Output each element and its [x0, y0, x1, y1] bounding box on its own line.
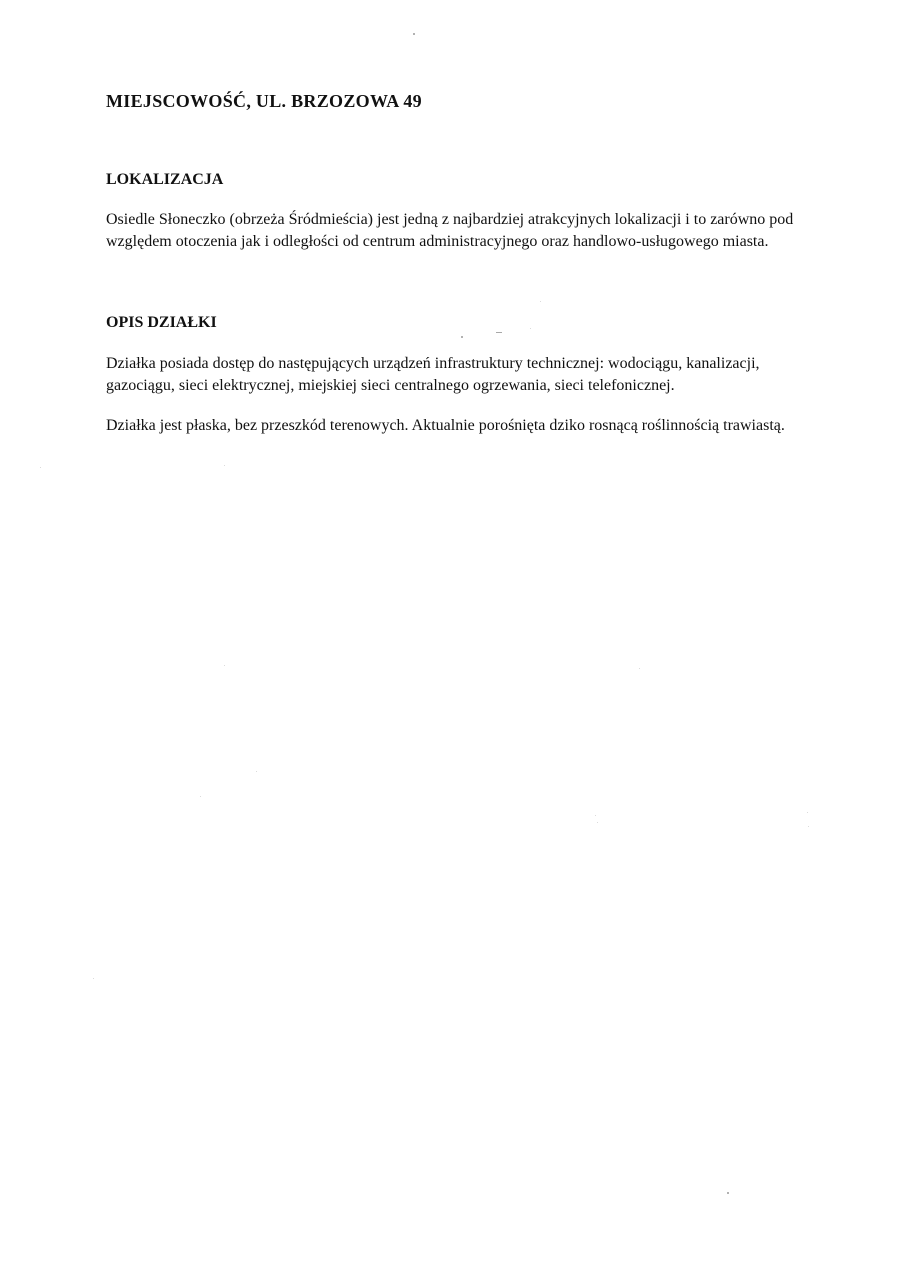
scan-speck	[597, 822, 598, 823]
scan-speck	[540, 301, 541, 302]
document-title: MIEJSCOWOŚĆ, UL. BRZOZOWA 49	[106, 91, 422, 111]
scan-speck	[256, 771, 257, 772]
section-heading-lokalizacja: LOKALIZACJA	[106, 171, 224, 188]
scan-speck	[807, 812, 808, 813]
scan-speck	[808, 826, 809, 827]
scan-speck	[727, 1192, 729, 1194]
opis-dzialki-paragraph-terrain: Działka jest płaska, bez przeszkód terenowych. Aktualnie porośnięta dziko rosnącą roślinnością trawiastą.	[106, 417, 785, 434]
scan-speck	[595, 815, 596, 816]
scan-speck	[496, 332, 502, 333]
scan-speck	[200, 796, 201, 797]
opis-dzialki-paragraph-infrastructure: Działka posiada dostęp do następujących urządzeń infrastruktury technicznej: wodociągu, kanalizacji, gazociągu, sieci elektrycznej, miejskiej sieci centralnego ogrzewania, sieci telefonicznej.	[106, 355, 760, 394]
scan-speck	[461, 336, 463, 338]
scan-speck	[93, 978, 94, 979]
scan-speck	[413, 33, 415, 35]
scan-speck	[639, 668, 640, 669]
scan-speck	[40, 467, 41, 468]
scan-speck	[224, 465, 225, 466]
lokalizacja-paragraph: Osiedle Słoneczko (obrzeża Śródmieścia) jest jedną z najbardziej atrakcyjnych lokalizacji i to zarówno pod względem otoczenia jak i odległości od centrum administracyjnego oraz handlowo-usługowego miasta.	[106, 211, 794, 250]
scan-speck	[224, 665, 225, 666]
scan-speck	[530, 328, 531, 329]
section-heading-opis-dzialki: OPIS DZIAŁKI	[106, 314, 217, 331]
